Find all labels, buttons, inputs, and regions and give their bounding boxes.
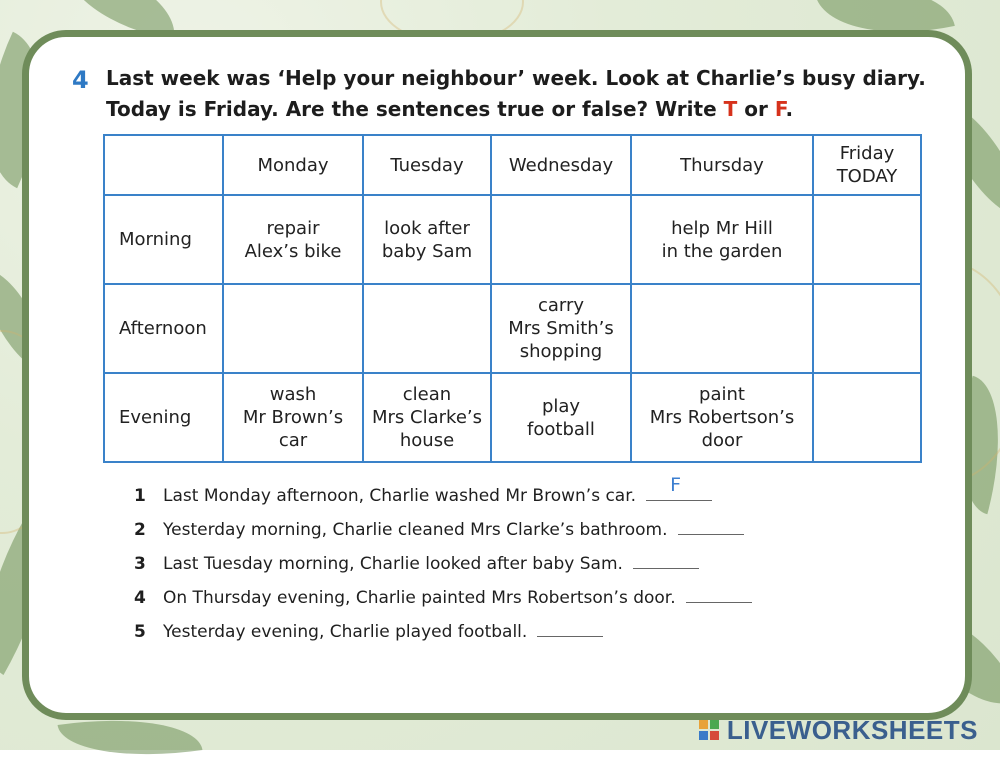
diary-cell: help Mr Hill in the garden [631, 195, 813, 284]
question-instruction-line1: Last week was ‘Help your neighbour’ week. Look at Charlie’s busy diary. [106, 66, 926, 90]
answer-field-3[interactable] [633, 550, 699, 569]
diary-cell [813, 284, 921, 373]
sentence-number: 5 [134, 622, 146, 642]
sentence-item [134, 584, 752, 608]
diary-table [103, 134, 922, 463]
sentence-item [134, 550, 699, 574]
diary-row-morning [104, 195, 921, 284]
answer-field-1[interactable] [646, 474, 712, 501]
sentence-number: 2 [134, 520, 146, 540]
row-label-morning: Morning [104, 195, 223, 284]
diary-cell [813, 195, 921, 284]
diary-cell: play football [491, 373, 631, 462]
diary-cell: paint Mrs Robertson’s door [631, 373, 813, 462]
true-letter: T [723, 97, 738, 121]
diary-cell [363, 284, 491, 373]
sentence-item [134, 474, 712, 506]
instruction-text: or [737, 97, 775, 121]
diary-cell: clean Mrs Clarke’s house [363, 373, 491, 462]
liveworksheets-brand[interactable]: LIVEWORKSHEETS [726, 715, 978, 745]
instruction-text: . [785, 97, 794, 121]
header-tuesday: Tuesday [363, 135, 491, 195]
header-wednesday: Wednesday [491, 135, 631, 195]
diary-cell [491, 195, 631, 284]
header-cell-empty [104, 135, 223, 195]
header-monday: Monday [223, 135, 363, 195]
row-label-afternoon: Afternoon [104, 284, 223, 373]
diary-cell: wash Mr Brown’s car [223, 373, 363, 462]
question-number: 4 [72, 66, 89, 94]
diary-cell: carry Mrs Smith’s shopping [491, 284, 631, 373]
header-friday-today: Friday TODAY [813, 135, 921, 195]
sentence-number: 3 [134, 554, 146, 574]
diary-cell [223, 284, 363, 373]
false-letter: F [774, 97, 786, 121]
sentence-text: On Thursday evening, Charlie painted Mrs Robertson’s door. [163, 588, 676, 608]
diary-row-evening [104, 373, 921, 462]
answer-field-2[interactable] [678, 516, 744, 535]
answer-value: F [670, 474, 681, 496]
header-thursday: Thursday [631, 135, 813, 195]
answer-field-4[interactable] [686, 584, 752, 603]
diary-row-afternoon [104, 284, 921, 373]
row-label-evening: Evening [104, 373, 223, 462]
sentence-text: Yesterday evening, Charlie played football. [163, 622, 528, 642]
sentence-number: 4 [134, 588, 146, 608]
answer-field-5[interactable] [537, 618, 603, 637]
question-instruction-line2 [106, 97, 793, 121]
diary-cell [631, 284, 813, 373]
diary-cell: repair Alex’s bike [223, 195, 363, 284]
diary-cell: look after baby Sam [363, 195, 491, 284]
sentence-text: Last Tuesday morning, Charlie looked after baby Sam. [163, 554, 623, 574]
sentence-item [134, 516, 744, 540]
diary-header-row [104, 135, 921, 195]
sentence-number: 1 [134, 486, 146, 506]
instruction-text: Today is Friday. Are the sentences true or false? Write [106, 97, 724, 121]
sentence-item [134, 618, 603, 642]
sentence-text: Last Monday afternoon, Charlie washed Mr Brown’s car. [163, 486, 637, 506]
liveworksheets-logo-icon [698, 719, 720, 741]
diary-cell [813, 373, 921, 462]
sentence-text: Yesterday morning, Charlie cleaned Mrs Clarke’s bathroom. [163, 520, 668, 540]
